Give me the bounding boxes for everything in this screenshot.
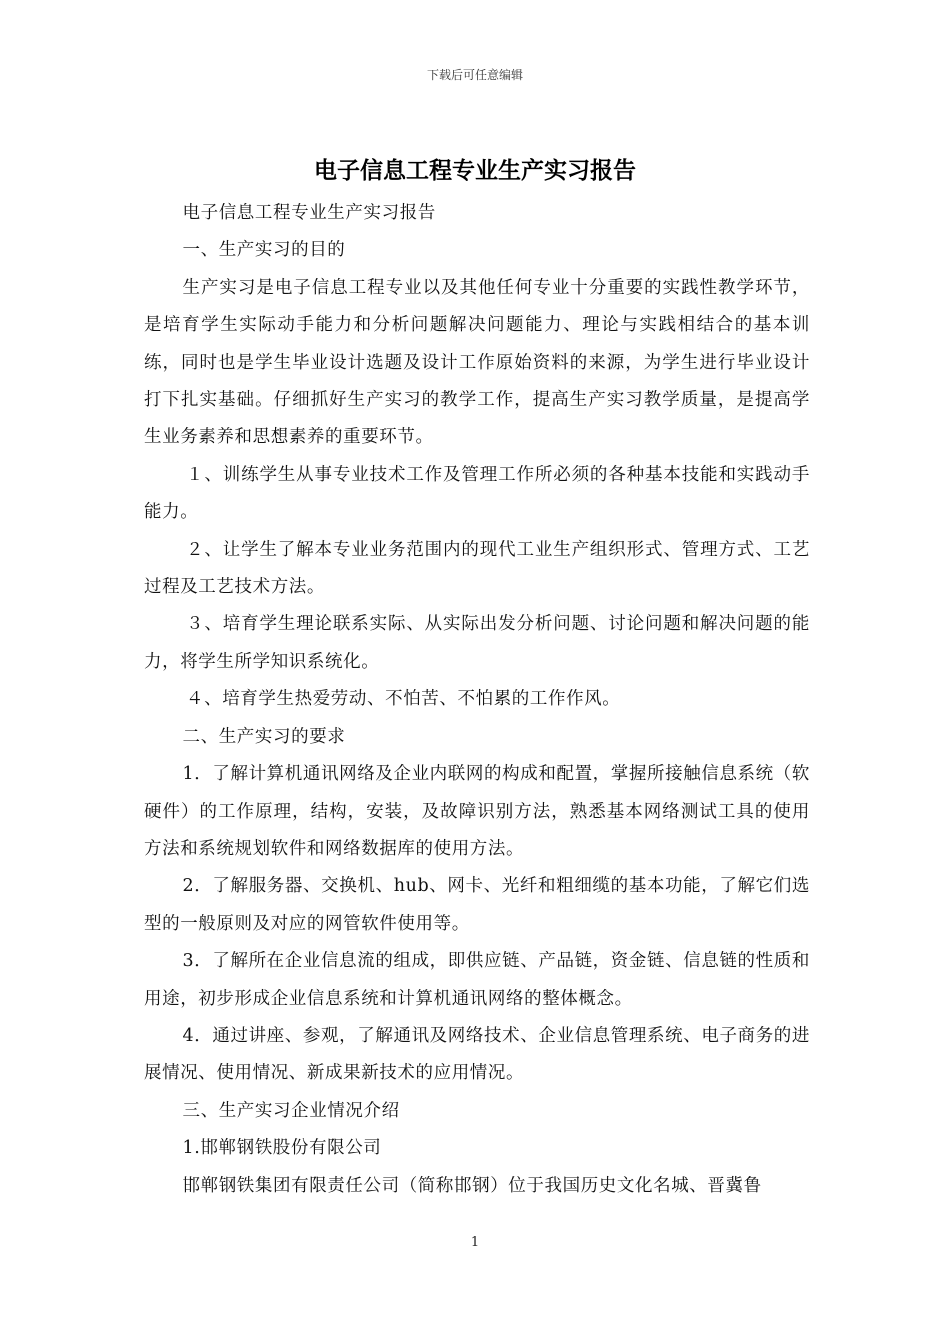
list-item: ３、培育学生理论联系实际、从实际出发分析问题、讨论问题和解决问题的能力，将学生所学知识系统化。 (144, 614, 810, 672)
section-heading: 二、生产实习的要求 (182, 726, 346, 747)
list-item: 3．了解所在企业信息流的组成，即供应链、产品链，资金链、信息链的性质和用途，初步形成企业信息系统和计算机通讯网络的整体概念。 (144, 951, 810, 1009)
section-heading: 三、生产实习企业情况介绍 (182, 1100, 400, 1121)
body-paragraph: 电子信息工程专业生产实习报告 (182, 203, 436, 223)
page-number: 1 (470, 1235, 480, 1250)
list-item: 2．了解服务器、交换机、hub、网卡、光纤和粗细缆的基本功能，了解它们选型的一般原则及对应的网管软件使用等。 (144, 876, 810, 934)
page-header: 下载后可任意编辑 (426, 68, 523, 82)
document-body (144, 195, 810, 1205)
body-paragraph: 邯郸钢铁集团有限责任公司（简称邯钢）位于我国历史文化名城、晋冀鲁 (182, 1175, 762, 1196)
list-item: ２、让学生了解本专业业务范围内的现代工业生产组织形式、管理方式、工艺过程及工艺技术方法。 (144, 539, 810, 598)
document-title: 电子信息工程专业生产实习报告 (314, 158, 636, 184)
list-item: ４、培育学生热爱劳动、不怕苦、不怕累的工作作风。 (186, 689, 621, 710)
list-item: 1．了解计算机通讯网络及企业内联网的构成和配置，掌握所接触信息系统（软硬件）的工作原理，结构，安装，及故障识别方法，熟悉基本网络测试工具的使用方法和系统规划软件和网络数据库的使用方法。 (144, 764, 810, 859)
body-paragraph: 生产实习是电子信息工程专业以及其他任何专业十分重要的实践性教学环节，是培育学生实际动手能力和分析问题解决问题能力、理论与实践相结合的基本训练，同时也是学生毕业设计选题及设计工作原始资料的来源，为学生进行毕业设计打下扎实基础。仔细抓好生产实习的教学工作，提高生产实习教学质量，是提高学生业务素养和思想素养的重要环节。 (144, 277, 810, 448)
subsection-heading: 1.邯郸钢铁股份有限公司 (182, 1138, 382, 1159)
list-item: 4．通过讲座、参观，了解通讯及网络技术、企业信息管理系统、电子商务的进展情况、使用情况、新成果新技术的应用情况。 (144, 1025, 810, 1084)
section-heading: 一、生产实习的目的 (182, 240, 346, 261)
list-item: １、训练学生从事专业技术工作及管理工作所必须的各种基本技能和实践动手能力。 (144, 464, 810, 523)
